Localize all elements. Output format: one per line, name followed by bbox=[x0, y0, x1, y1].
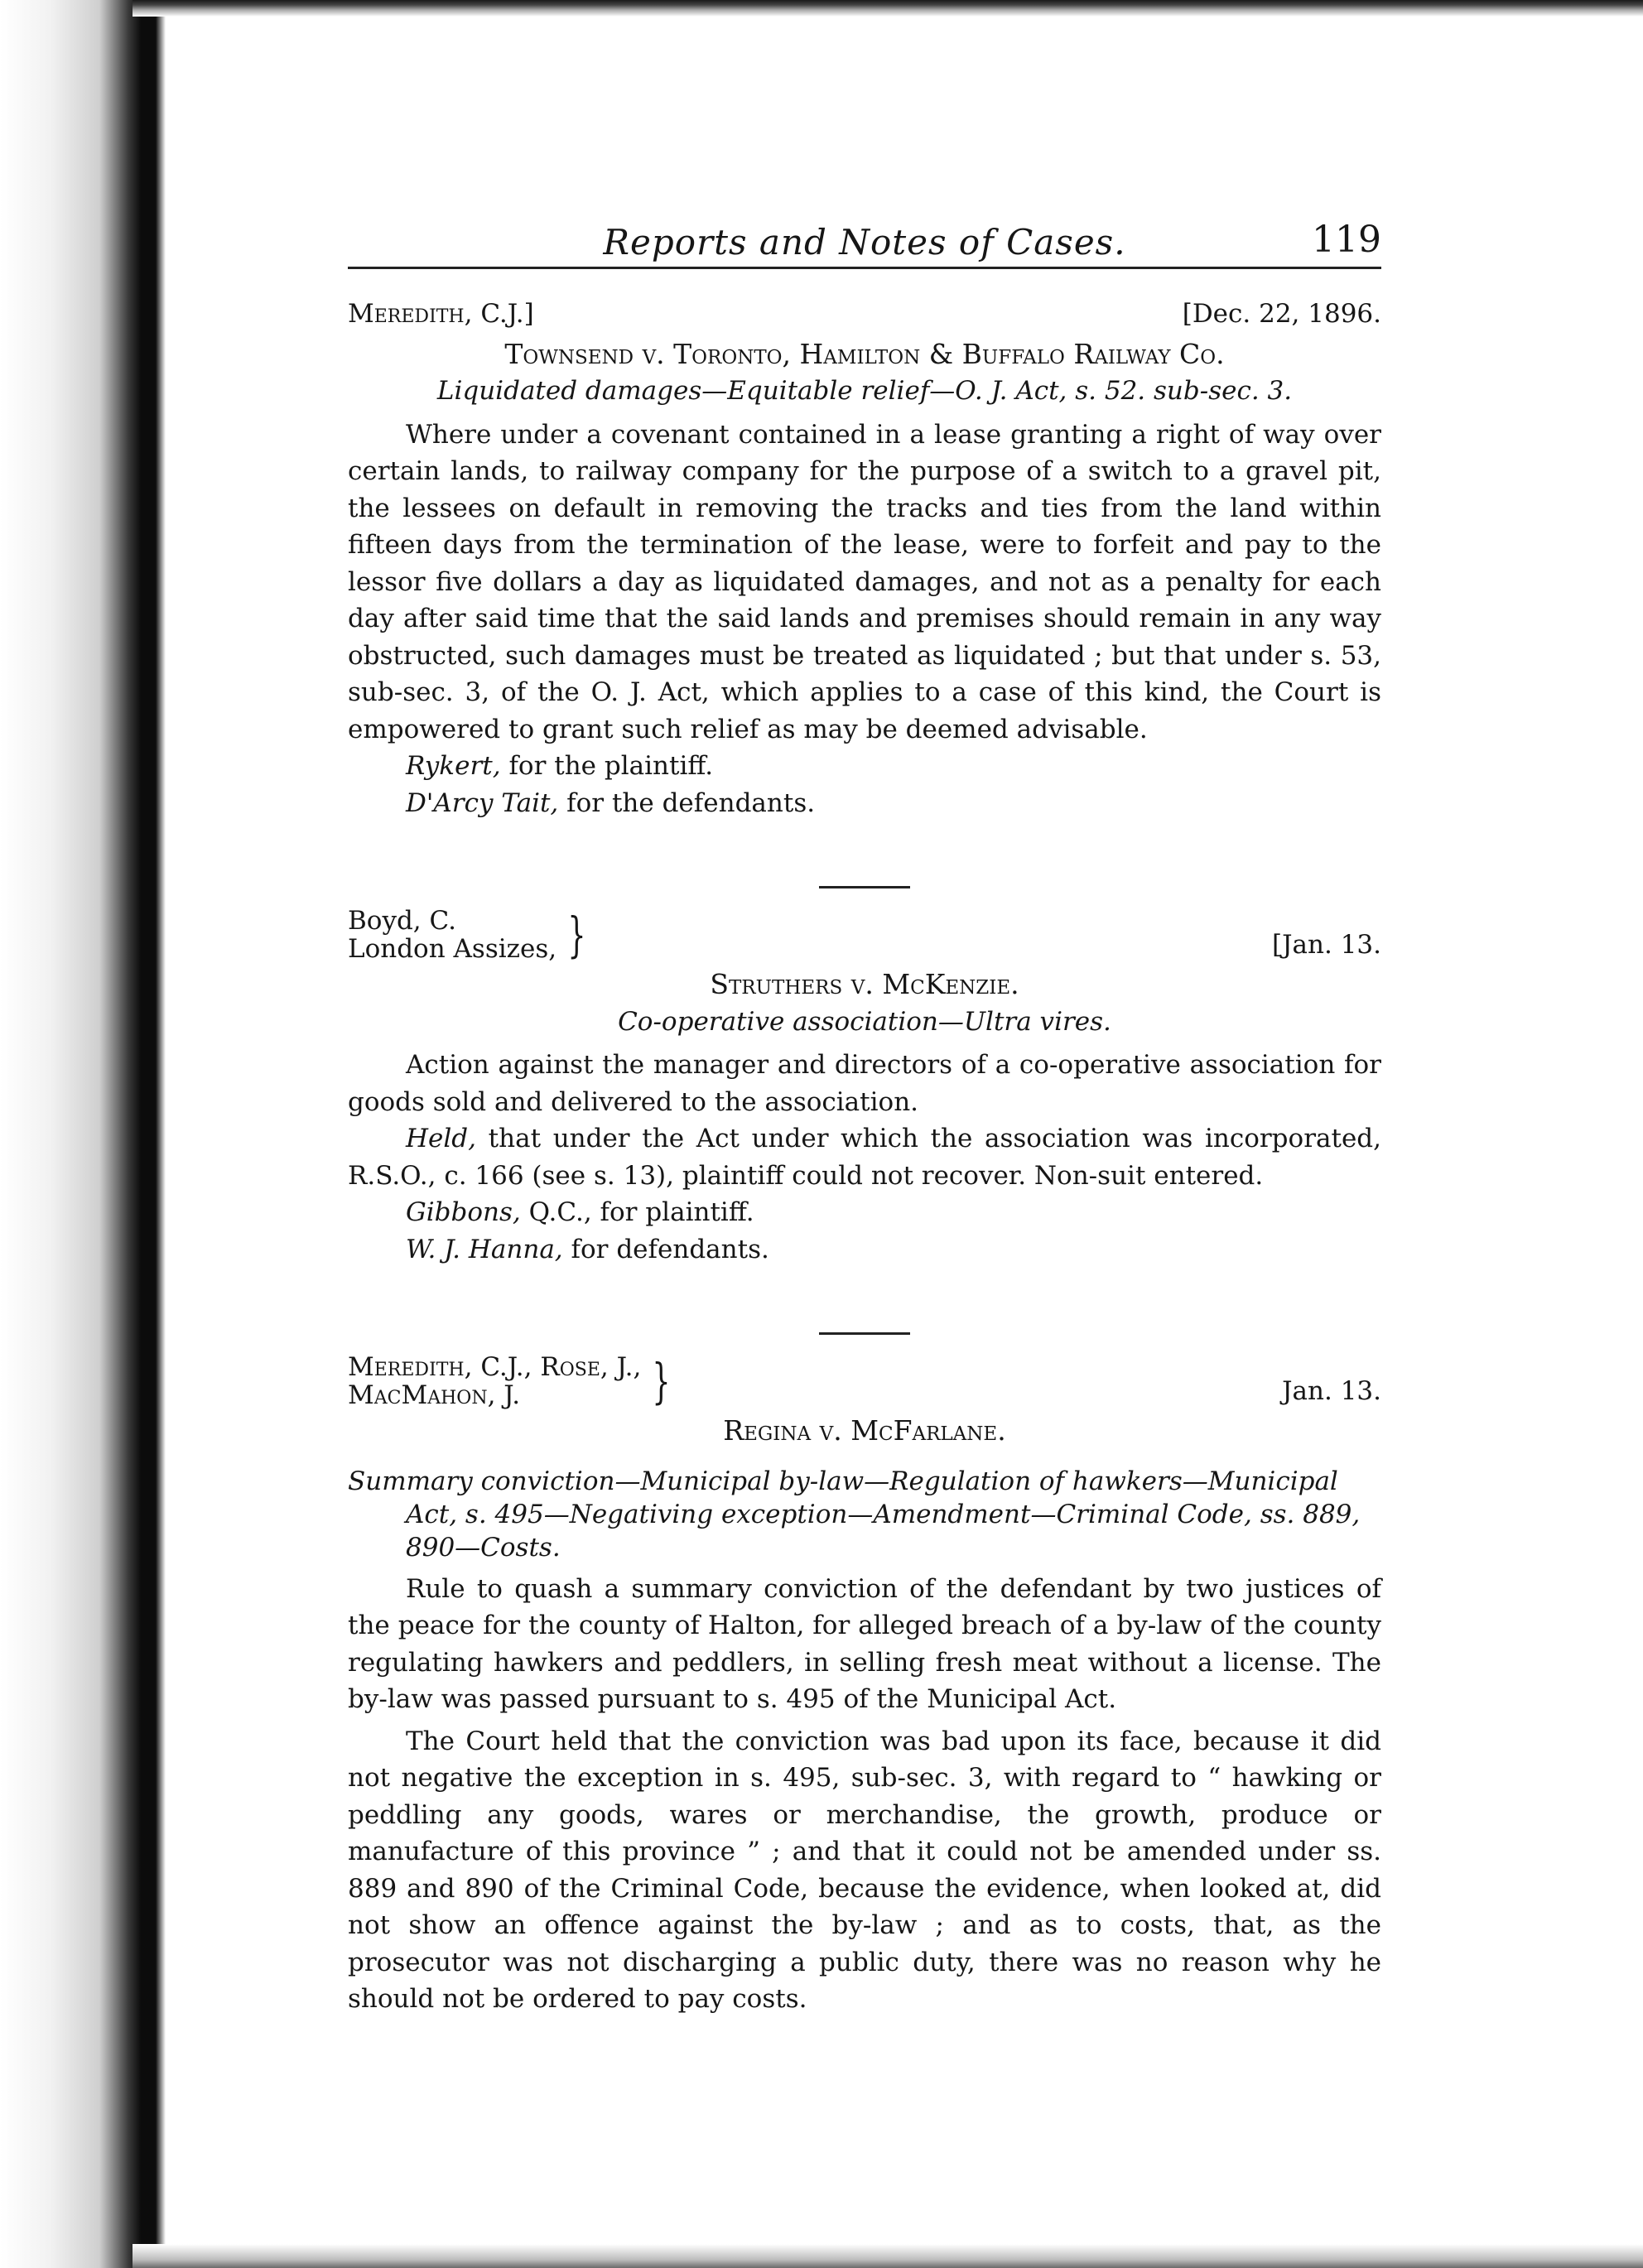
case-date: [Jan. 13. bbox=[1272, 929, 1381, 960]
case-paragraph: The Court held that the conviction was bad upon its face, because it did not negative the exception in s. 495, sub-sec. 3, with regard to “ hawking or peddling any goods, wares or merchandise, the growth, produce or manufacture of this province ” ; and that it could not be amended under ss. 889 and 890 of the Criminal Code, because the evidence, when looked at, did not show an offence against the by-law ; and as to costs, that, as the prosecutor was not discharging a public duty, there was no reason why he should not be ordered to pay costs. bbox=[348, 1726, 1381, 2014]
held-label: Held, bbox=[406, 1124, 476, 1153]
section-separator bbox=[819, 1332, 910, 1335]
case-paragraph: Action against the manager and directors of a co-operative association for goods sold and delivered to the association. bbox=[348, 1050, 1381, 1117]
judge-line: Boyd, C. bbox=[348, 906, 456, 936]
page-number: 119 bbox=[1312, 219, 1381, 261]
counsel-line bbox=[348, 785, 1381, 822]
case-title: Struthers v. McKenzie. bbox=[710, 968, 1019, 1000]
case-subject: Summary conviction—Municipal by-law—Regulation of hawkers—Municipal Act, s. 495—Negativing exception—Amendment—Criminal Code, ss. 889, 890—Costs. bbox=[348, 1466, 1361, 1563]
judge-line: Meredith, C.J., Rose, J., bbox=[348, 1352, 642, 1382]
held-paragraph bbox=[348, 1120, 1381, 1194]
running-head-title: Reports and Notes of Cases. bbox=[603, 222, 1126, 262]
scan-top-edge bbox=[132, 0, 1643, 17]
held-text: that under the Act under which the association was incorporated, R.S.O., c. 166 (see s. 13), plaintiff could not recover. Non-suit entered. bbox=[348, 1124, 1381, 1191]
scan-binding-shadow bbox=[0, 0, 166, 2268]
case-title: Regina v. McFarlane. bbox=[723, 1414, 1006, 1447]
judge-line: London Assizes, bbox=[348, 934, 557, 964]
scan-bottom-edge bbox=[132, 2244, 1643, 2268]
section-separator bbox=[819, 886, 910, 888]
case-judges bbox=[348, 1353, 677, 1409]
counsel-name: Gibbons, bbox=[406, 1197, 521, 1227]
case-date: [Dec. 22, 1896. bbox=[1182, 299, 1381, 329]
counsel-name: D'Arcy Tait, bbox=[406, 787, 559, 818]
case-paragraph: Rule to quash a summary conviction of the defendant by two justices of the peace for the county of Halton, for alleged breach of a by-law of the county regulating hawkers and peddlers, in selling fresh meat without a license. The by-law was passed pursuant to s. 495 of the Municipal Act. bbox=[348, 1573, 1381, 1714]
case-townsend bbox=[348, 296, 1381, 821]
counsel-line bbox=[348, 748, 1381, 785]
brace-glyph: } bbox=[652, 1353, 671, 1409]
brace-glyph: } bbox=[567, 907, 586, 963]
case-regina bbox=[348, 1353, 1381, 2018]
counsel-line bbox=[348, 1194, 1381, 1231]
case-paragraph: Where under a covenant contained in a lease granting a right of way over certain lands, to railway company for the purpose of a switch to a gravel pit, the lessees on default in removing the tracks and ties from the land within fifteen days from the termination of the lease, were to forfeit and pay to the lessor five dollars a day as liquidated damages, and not as a penalty for each day after said time that the said lands and premises should remain in any way obstructed, such damages must be treated as liquidated ; but that under s. 53, sub-sec. 3, of the O. J. Act, which applies to a case of this kind, the Court is empowered to grant such relief as may be deemed advisable. bbox=[348, 419, 1381, 744]
counsel-role: for defendants. bbox=[571, 1234, 769, 1264]
judge-line: MacMahon, J. bbox=[348, 1380, 521, 1410]
case-date: Jan. 13. bbox=[1282, 1375, 1381, 1406]
case-title: Townsend v. Toronto, Hamilton & Buffalo Railway Co. bbox=[504, 337, 1225, 370]
running-head bbox=[348, 207, 1381, 265]
case-judges bbox=[348, 907, 592, 963]
header-rule bbox=[348, 267, 1381, 269]
counsel-name: Rykert, bbox=[406, 751, 501, 781]
counsel-name: W. J. Hanna, bbox=[406, 1234, 563, 1264]
book-page bbox=[348, 207, 1381, 2018]
case-struthers bbox=[348, 907, 1381, 1268]
case-subject: Co-operative association—Ultra vires. bbox=[618, 1006, 1111, 1037]
counsel-line bbox=[348, 1231, 1381, 1269]
counsel-role: Q.C., for plaintiff. bbox=[528, 1197, 754, 1227]
counsel-role: for the plaintiff. bbox=[508, 751, 714, 781]
case-judge: Meredith, C.J.] bbox=[348, 299, 534, 329]
case-subject: Liquidated damages—Equitable relief—O. J. Act, s. 52. sub-sec. 3. bbox=[436, 376, 1293, 406]
counsel-role: for the defendants. bbox=[566, 787, 816, 818]
